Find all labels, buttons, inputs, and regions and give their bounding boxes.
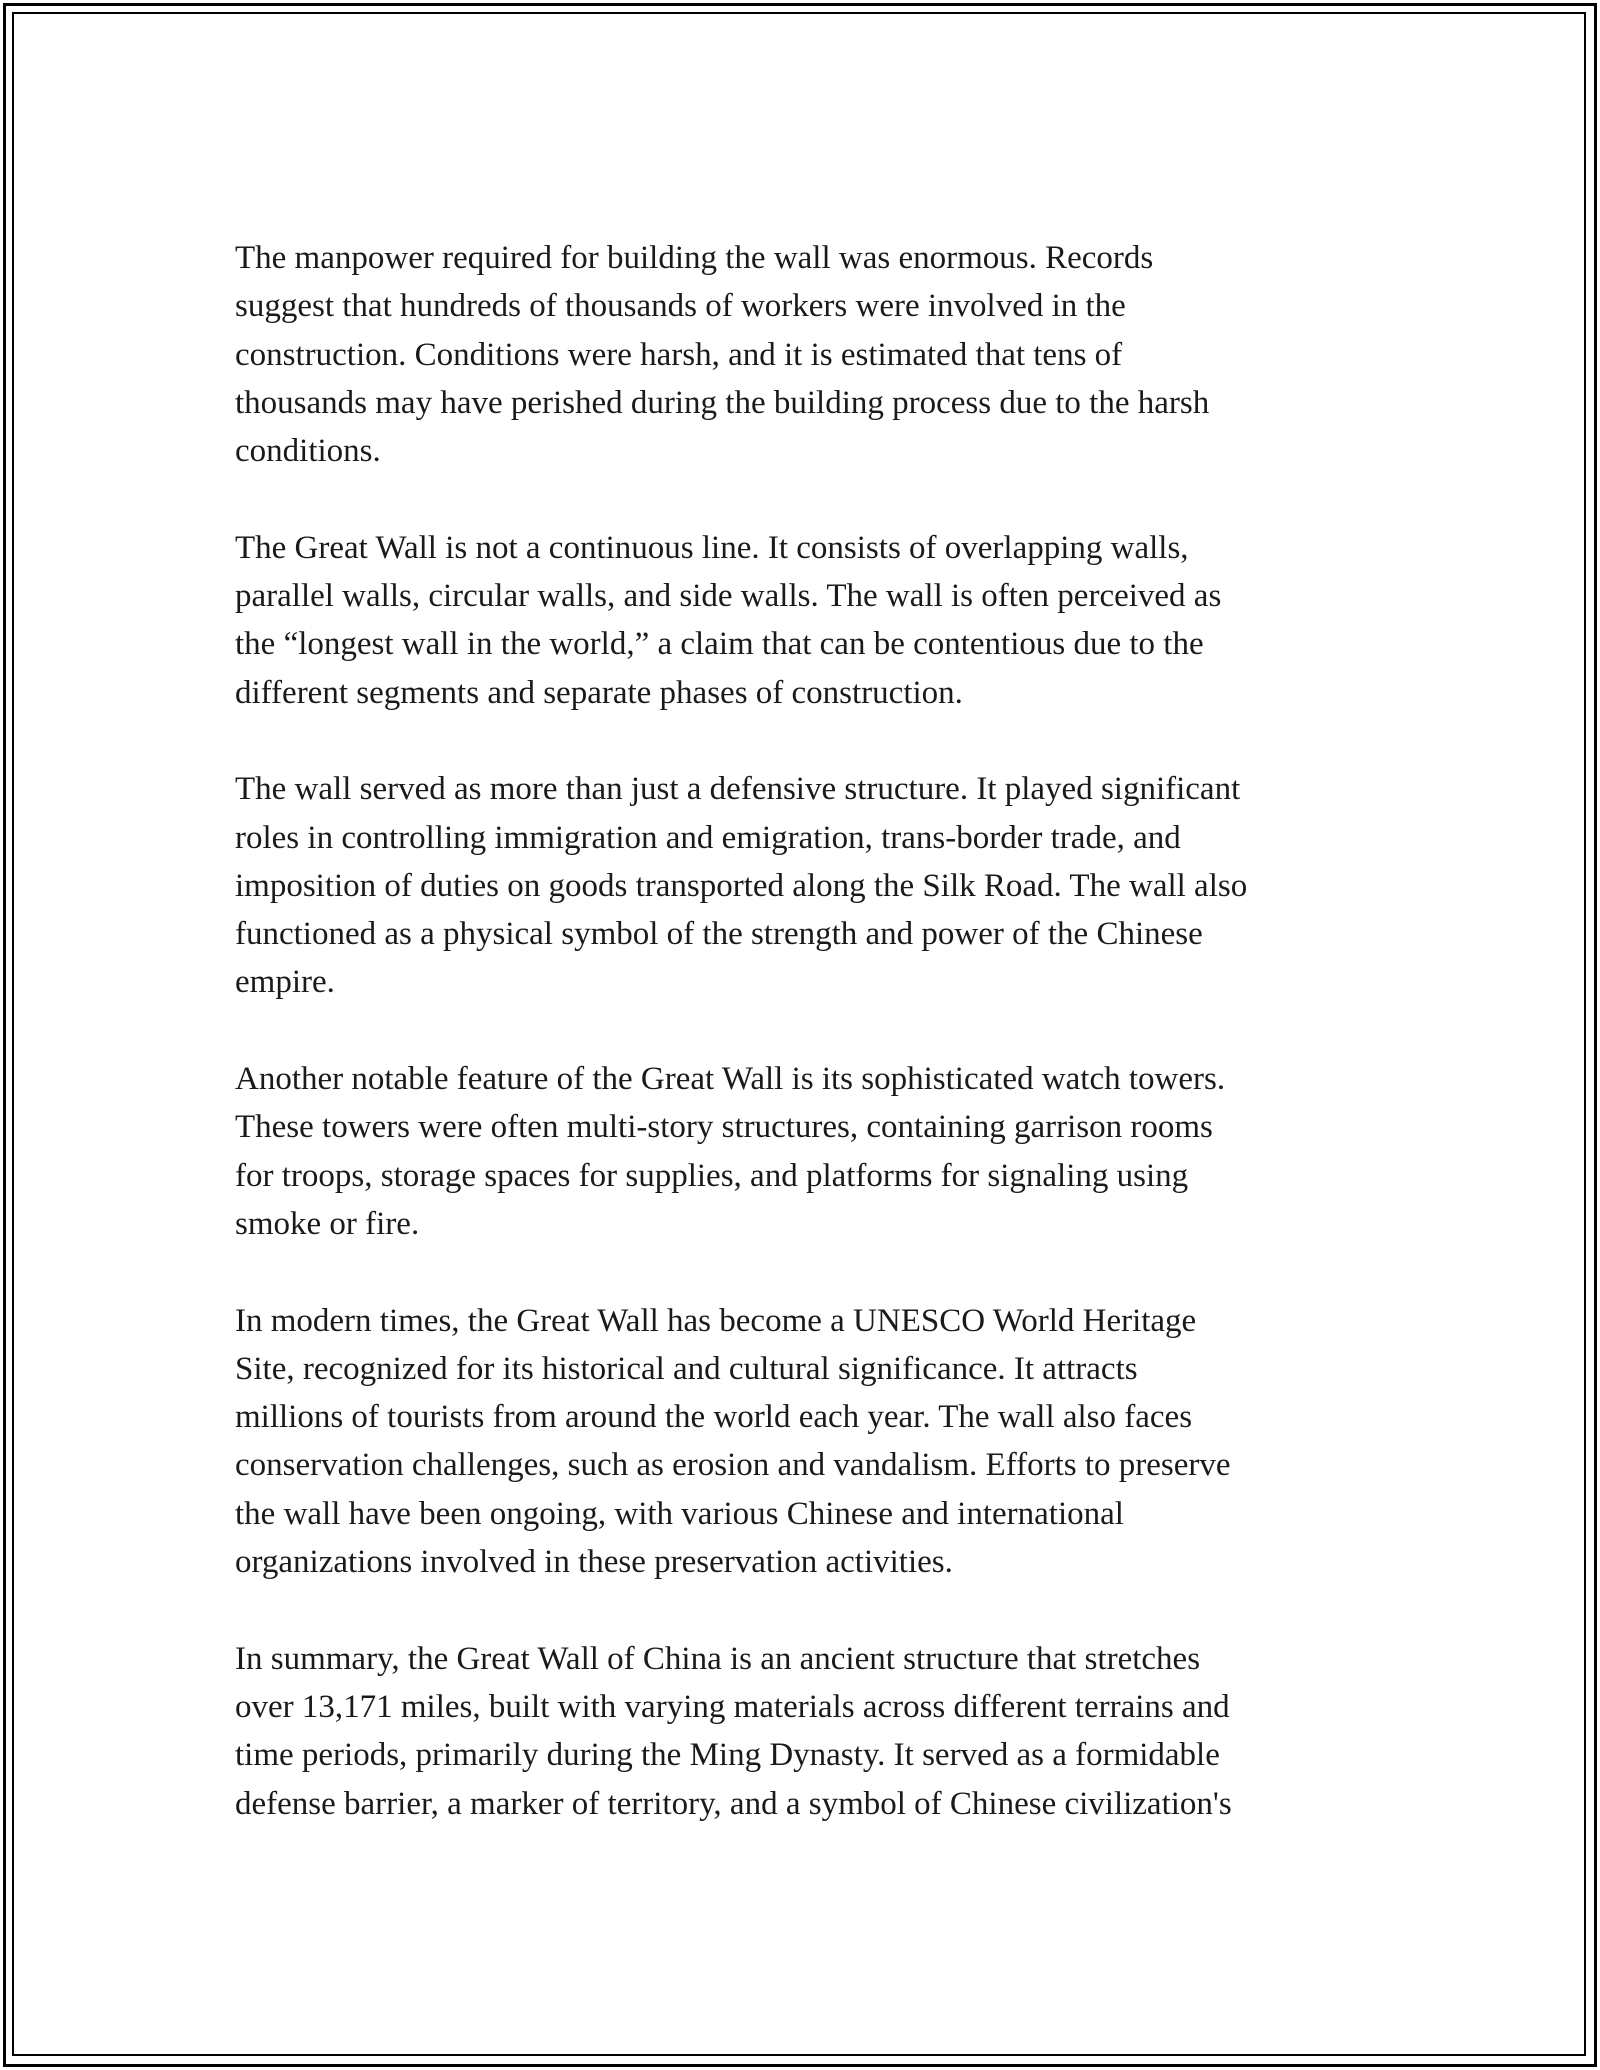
text-line: smoke or fire. bbox=[235, 1205, 420, 1242]
paragraph-watch-towers bbox=[235, 1055, 1385, 1248]
text-line: The Great Wall is not a continuous line. It consists of overlapping walls, bbox=[235, 529, 1189, 566]
text-line: In modern times, the Great Wall has become a UNESCO World Heritage bbox=[235, 1302, 1197, 1339]
text-line: the “longest wall in the world,” a claim that can be contentious due to the bbox=[235, 626, 1204, 663]
paragraph-modern-times bbox=[235, 1297, 1385, 1587]
text-line: conservation challenges, such as erosion and vandalism. Efforts to preserve bbox=[235, 1447, 1231, 1484]
text-line: roles in controlling immigration and emigration, trans-border trade, and bbox=[235, 819, 1181, 856]
text-line: for troops, storage spaces for supplies, and platforms for signaling using bbox=[235, 1157, 1189, 1194]
text-line: over 13,171 miles, built with varying materials across different terrains and bbox=[235, 1688, 1230, 1725]
text-line: empire. bbox=[235, 964, 335, 1001]
paragraph-summary bbox=[235, 1635, 1385, 1828]
paragraph-continuity bbox=[235, 524, 1385, 717]
text-line: different segments and separate phases of construction. bbox=[235, 674, 963, 711]
paragraph-roles bbox=[235, 765, 1385, 1006]
text-line: organizations involved in these preservation activities. bbox=[235, 1544, 953, 1581]
text-line: These towers were often multi-story structures, containing garrison rooms bbox=[235, 1109, 1213, 1146]
text-line: In summary, the Great Wall of China is an ancient structure that stretches bbox=[235, 1640, 1201, 1677]
text-line: suggest that hundreds of thousands of workers were involved in the bbox=[235, 288, 1126, 325]
text-line: parallel walls, circular walls, and side walls. The wall is often perceived as bbox=[235, 578, 1222, 615]
text-line: imposition of duties on goods transported along the Silk Road. The wall also bbox=[235, 867, 1248, 904]
text-line: time periods, primarily during the Ming Dynasty. It served as a formidable bbox=[235, 1737, 1220, 1774]
text-line: construction. Conditions were harsh, and it is estimated that tens of bbox=[235, 336, 1123, 373]
text-line: defense barrier, a marker of territory, and a symbol of Chinese civilization's bbox=[235, 1785, 1232, 1822]
text-line: The manpower required for building the wall was enormous. Records bbox=[235, 240, 1154, 276]
text-line: millions of tourists from around the world each year. The wall also faces bbox=[235, 1399, 1193, 1436]
document-body bbox=[235, 234, 1385, 1876]
text-line: Another notable feature of the Great Wall is its sophisticated watch towers. bbox=[235, 1061, 1226, 1098]
text-line: Site, recognized for its historical and cultural significance. It attracts bbox=[235, 1350, 1138, 1387]
text-line: thousands may have perished during the building process due to the harsh bbox=[235, 384, 1210, 421]
text-line: functioned as a physical symbol of the strength and power of the Chinese bbox=[235, 916, 1203, 953]
text-line: the wall have been ongoing, with various Chinese and international bbox=[235, 1495, 1124, 1532]
text-line: conditions. bbox=[235, 433, 381, 470]
text-line: The wall served as more than just a defensive structure. It played significant bbox=[235, 771, 1241, 808]
paragraph-manpower bbox=[235, 234, 1385, 475]
